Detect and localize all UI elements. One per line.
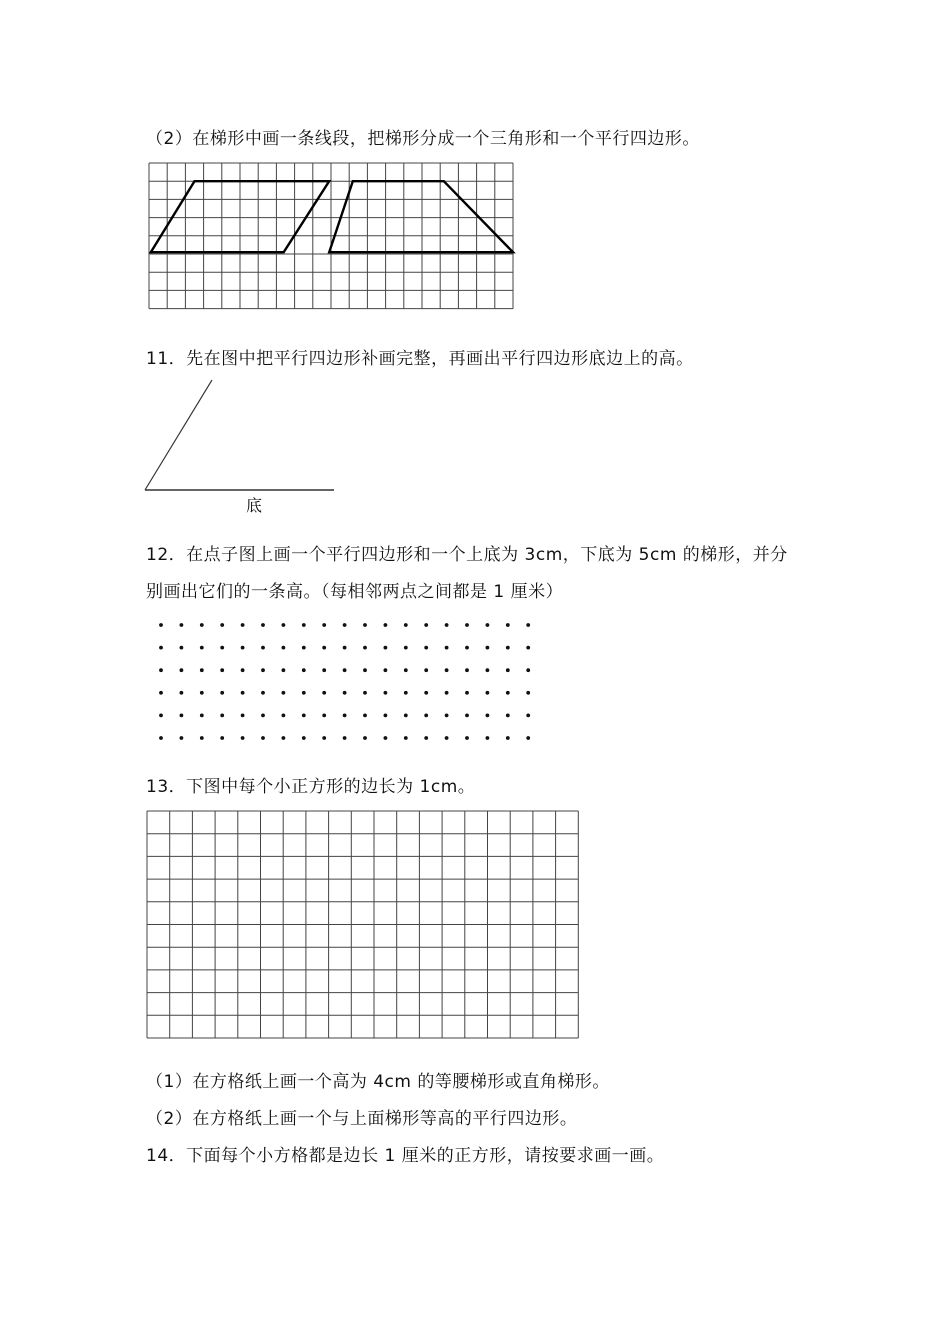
dot: [363, 691, 367, 695]
dot: [220, 646, 224, 650]
dot: [200, 736, 204, 740]
dot: [302, 623, 306, 627]
dot: [159, 691, 163, 695]
dot: [404, 714, 408, 718]
dot: [445, 668, 449, 672]
q13-part1-text: （1）在方格纸上画一个高为 4cm 的等腰梯形或直角梯形。: [146, 1072, 610, 1092]
dot: [506, 714, 510, 718]
dot: [404, 646, 408, 650]
square-grid[interactable]: [147, 811, 579, 1036]
q12-text-line2: 别画出它们的一条高。（每相邻两点之间都是 1 厘米）: [146, 582, 564, 602]
dot: [465, 714, 469, 718]
dot: [261, 736, 265, 740]
dot: [465, 736, 469, 740]
dot: [343, 736, 347, 740]
dot: [282, 668, 286, 672]
dot: [322, 691, 326, 695]
partial-parallelogram-figure[interactable]: [140, 376, 340, 496]
dot: [384, 623, 388, 627]
dot: [261, 646, 265, 650]
dot: [302, 736, 306, 740]
dot: [445, 691, 449, 695]
dot: [261, 714, 265, 718]
dot: [465, 691, 469, 695]
dot: [363, 646, 367, 650]
dot: [445, 736, 449, 740]
dot: [404, 623, 408, 627]
dot: [526, 668, 530, 672]
dot: [282, 691, 286, 695]
dot: [282, 646, 286, 650]
dot: [261, 668, 265, 672]
dot: [220, 714, 224, 718]
dot: [465, 668, 469, 672]
dot: [384, 714, 388, 718]
dot: [220, 691, 224, 695]
dot: [343, 623, 347, 627]
dot: [384, 691, 388, 695]
dot: [180, 736, 184, 740]
dot: [200, 623, 204, 627]
q13-part2-text: （2）在方格纸上画一个与上面梯形等高的平行四边形。: [146, 1109, 578, 1129]
dot: [343, 691, 347, 695]
dot: [343, 714, 347, 718]
dot: [404, 691, 408, 695]
dot: [404, 668, 408, 672]
dot: [302, 668, 306, 672]
dot: [424, 646, 428, 650]
dot: [200, 668, 204, 672]
dot: [200, 691, 204, 695]
dot: [159, 646, 163, 650]
dot: [220, 736, 224, 740]
dot: [526, 646, 530, 650]
q14-text: 14．下面每个小方格都是边长 1 厘米的正方形，请按要求画一画。: [146, 1146, 665, 1166]
dot: [506, 668, 510, 672]
dot: [220, 668, 224, 672]
dot: [384, 668, 388, 672]
dot: [424, 691, 428, 695]
dot: [200, 714, 204, 718]
dot: [261, 691, 265, 695]
dot: [506, 623, 510, 627]
dot: [180, 714, 184, 718]
dot: [445, 714, 449, 718]
dot: [159, 736, 163, 740]
dot: [180, 623, 184, 627]
dot: [526, 736, 530, 740]
dot: [445, 623, 449, 627]
dot: [486, 646, 490, 650]
dot: [445, 646, 449, 650]
dot: [322, 714, 326, 718]
trapezoid-right: [329, 181, 513, 252]
dot: [322, 668, 326, 672]
dot: [159, 714, 163, 718]
dot: [363, 736, 367, 740]
dot: [241, 668, 245, 672]
dot: [343, 668, 347, 672]
dot: [384, 646, 388, 650]
dot-grid[interactable]: [150, 618, 535, 748]
dot: [465, 623, 469, 627]
dot: [486, 714, 490, 718]
dot: [343, 646, 347, 650]
dot: [302, 714, 306, 718]
dot: [322, 736, 326, 740]
slanted-side: [145, 380, 212, 490]
dot: [486, 736, 490, 740]
dot: [322, 623, 326, 627]
q11-text: 11．先在图中把平行四边形补画完整，再画出平行四边形底边上的高。: [146, 349, 694, 369]
dot: [241, 736, 245, 740]
trapezoid-grid[interactable]: [149, 163, 514, 308]
dot: [180, 646, 184, 650]
dot: [363, 623, 367, 627]
base-label: 底: [246, 496, 263, 515]
dot: [261, 623, 265, 627]
dot: [486, 691, 490, 695]
q13-text: 13．下图中每个小正方形的边长为 1cm。: [146, 777, 476, 797]
dot: [404, 736, 408, 740]
dot: [180, 691, 184, 695]
dot: [506, 691, 510, 695]
dot: [241, 623, 245, 627]
q10-part2-text: （2）在梯形中画一条线段，把梯形分成一个三角形和一个平行四边形。: [146, 129, 700, 149]
dot: [424, 623, 428, 627]
dot: [302, 646, 306, 650]
dot: [282, 623, 286, 627]
dot: [424, 668, 428, 672]
q12-text-line1: 12．在点子图上画一个平行四边形和一个上底为 3cm，下底为 5cm 的梯形，并分: [146, 545, 788, 565]
dot: [159, 623, 163, 627]
dot: [526, 623, 530, 627]
dot: [424, 714, 428, 718]
dot: [241, 646, 245, 650]
dot: [220, 623, 224, 627]
dot: [424, 736, 428, 740]
dot: [363, 714, 367, 718]
dot: [302, 691, 306, 695]
dot: [384, 736, 388, 740]
dot: [526, 691, 530, 695]
dot: [282, 736, 286, 740]
dot: [363, 668, 367, 672]
dot: [486, 623, 490, 627]
dot: [486, 668, 490, 672]
dot: [322, 646, 326, 650]
dot: [506, 736, 510, 740]
dot: [180, 668, 184, 672]
dot: [506, 646, 510, 650]
dot: [241, 714, 245, 718]
dot: [282, 714, 286, 718]
dot: [159, 668, 163, 672]
dot: [526, 714, 530, 718]
dot: [241, 691, 245, 695]
dot: [465, 646, 469, 650]
dot: [200, 646, 204, 650]
